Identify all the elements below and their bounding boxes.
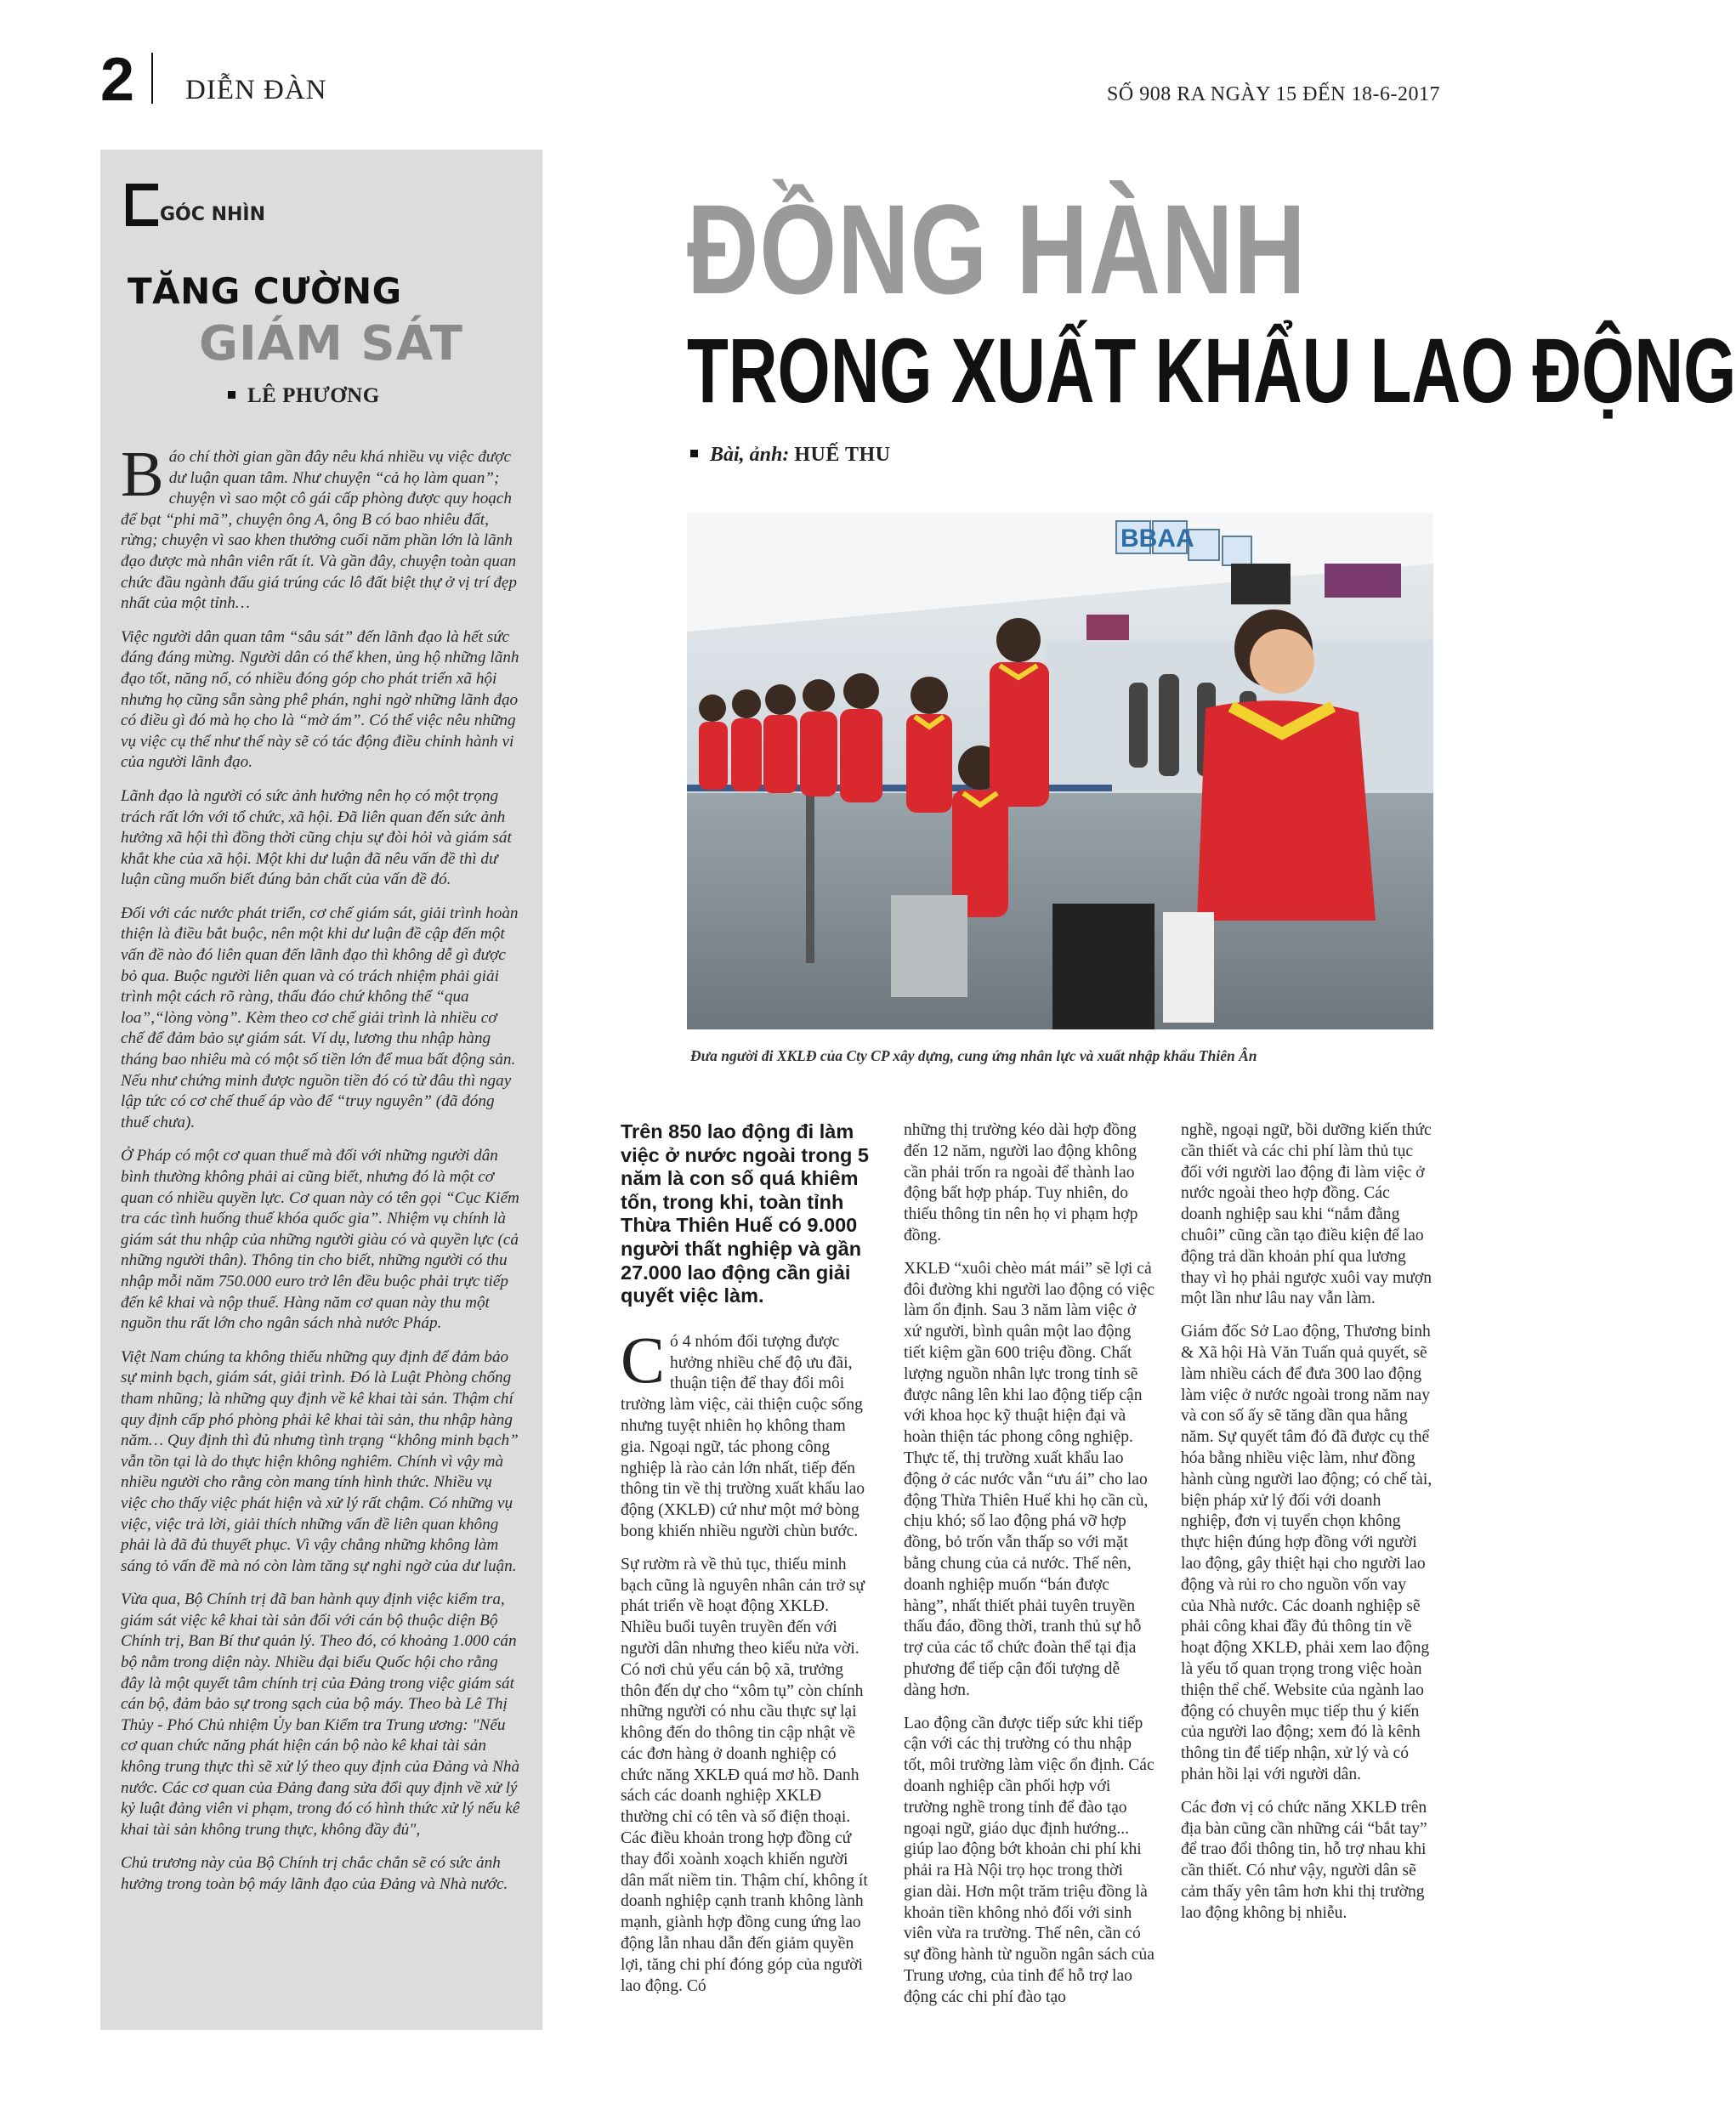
article-title-line2: TRONG XUẤT KHẨU LAO ĐỘNG <box>687 319 1736 422</box>
bracket-icon <box>126 184 158 226</box>
sidebar-label: GÓC NHÌN <box>160 204 265 225</box>
photo-caption: Đưa người đi XKLĐ của Cty CP xây dựng, cung ứng nhân lực và xuất nhập khẩu Thiên Ân <box>690 1047 1257 1064</box>
article-column-2 <box>904 1120 1155 2021</box>
sidebar-author <box>228 384 380 408</box>
article-byline: Bài, ảnh: HUẾ THU <box>690 444 890 467</box>
article-column-3 <box>1181 1120 1433 1936</box>
sidebar-paragraph: Việc người dân quan tâm “sâu sát” đến lãnh đạo là hết sức đáng đáng mừng. Người dân có thể khen, ủng hộ những lãnh đạo tốt, năng nổ, có nhiều đóng góp cho phát triển xã hội nhưng họ cũng sẵn sàng phê phán, nghi ngờ những lãnh đạo có điều gì đó mà họ cho là “mờ ám”. Có thể việc nêu những vụ việc cụ thể như thế này sẽ có tác động điều chỉnh hành vi của người lãnh đạo. <box>121 627 519 772</box>
article-paragraph: XKLĐ “xuôi chèo mát mái” sẽ lợi cả đôi đường khi người lao động có việc làm ổn định. Sau 3 năm làm việc ở xứ người, bình quân một lao động tiết kiệm gần 600 triệu đồng. Chất lượng nguồn nhân lực trong tỉnh sẽ được nâng lên khi lao động tiếp cận với khoa học kỹ thuật hiện đại và hoàn thiện tác phong công nghiệp. Thực tế, thị trường xuất khẩu lao động ở các nước vẫn “ưu ái” cho lao động Thừa Thiên Huế khi họ cần cù, chịu khó; số lao động phá vỡ hợp đồng, bỏ trốn vẫn thấp so với mặt bằng chung của cả nước. Thế nên, doanh nghiệp muốn “bán được hàng”, nhất thiết phải tuyên truyền thấu đáo, đồng thời, tranh thủ sự hỗ trợ của các tổ chức đoàn thể tại địa phương để tiếp cận đối tượng dễ dàng hơn. <box>904 1259 1155 1699</box>
article-dropcap: C <box>621 1322 666 1397</box>
sidebar-column <box>100 150 542 2030</box>
article-paragraph: Có 4 nhóm đối tượng được hưởng nhiều chế độ ưu đãi, thuận tiện để thay đổi môi trường làm việc, cải thiện cuộc sống nhưng tuyệt nhiên họ không tham gia. Ngoại ngữ, tác phong công nghiệp là rào cản lớn nhất, tiếp đến thông tin về thị trường xuất khẩu lao động (XKLĐ) cứ như một mớ bòng bong khiến nhiều người chùn bước. <box>621 1322 865 1540</box>
sidebar-body <box>121 439 520 1908</box>
page-number: 2 <box>100 46 135 114</box>
sidebar-dropcap: B <box>121 439 164 510</box>
airport-sign-letters: BBAA <box>1120 524 1194 553</box>
article-paragraph: Giám đốc Sở Lao động, Thương binh & Xã hội Hà Văn Tuấn quả quyết, sẽ làm nhiều cách để đưa 300 lao động làm việc ở nước ngoài trong năm nay và con số ấy sẽ tăng dần qua hằng năm. Sự quyết tâm đó đã được cụ thể hóa bằng nhiều việc làm, như đồng hành cùng người lao động; có chế tài, biện pháp xử lý đối với doanh nghiệp, đơn vị tuyển chọn không thực hiện đúng hợp đồng với người lao động, gây thiệt hại cho người lao động và rủi ro cho nguồn vốn vay của Nhà nước. Các doanh nghiệp sẽ phải công khai đầy đủ thông tin về hoạt động XKLĐ, phải xem lao động là yếu tố quan trọng trong việc hoàn thiện thể chế. Website của ngành lao động có chuyên mục tiếp thu ý kiến của người lao động; xem đó là kênh thông tin để tiếp nhận, xử lý và có phản hồi lại với người dân. <box>1181 1323 1432 1783</box>
section-name: DIỄN ĐÀN <box>185 75 327 105</box>
airport-photo-illustration <box>687 513 1433 1029</box>
sidebar-paragraph: Lãnh đạo là người có sức ảnh hưởng nên họ có một trọng trách rất lớn với tổ chức, xã hội. Đã liên quan đến sức ảnh hưởng xã hội thì đồng thời cũng chịu sự đòi hỏi và giám sát khắt khe của xã hội. Một khi dư luận đã nêu vấn đề thì dư luận cũng muốn biết đúng bản chất của vấn đề đó. <box>121 786 512 889</box>
sidebar-paragraph: Chủ trương này của Bộ Chính trị chắc chắn sẽ có sức ảnh hưởng trong toàn bộ máy lãnh đạo của Đảng và Nhà nước. <box>121 1854 508 1893</box>
sidebar-title-line1: TĂNG CƯỜNG <box>128 270 402 312</box>
sidebar-author-name: LÊ PHƯƠNG <box>247 384 380 407</box>
issue-info: SỐ 908 RA NGÀY 15 ĐẾN 18-6-2017 <box>1107 83 1440 105</box>
article-paragraph: những thị trường kéo dài hợp đồng đến 12 năm, người lao động không cần phải trốn ra ngoài để thành lao động bất hợp pháp. Tuy nhiên, do thiếu thông tin nên họ vi phạm hợp đồng. <box>904 1121 1138 1244</box>
sidebar-paragraph: Báo chí thời gian gần đây nêu khá nhiều vụ việc được dư luận quan tâm. Như chuyện “cả họ làm quan”; chuyện vì sao một cô gái cấp phòng được quy hoạch để bạt “phi mã”, chuyện ông A, ông B có bao nhiêu đất, rừng; chuyện vì sao khen thưởng cuối năm phần lớn là lãnh đạo được mà nhân viên rất ít. Và gần đây, chuyện toàn quan chức đầu ngành đấu giá trúng các lô đất biệt thự ở vị trí đẹp nhất của một tỉnh… <box>121 439 518 613</box>
sidebar-title-line2: GIÁM SÁT <box>199 316 463 371</box>
article-photo <box>687 513 1433 1029</box>
sidebar-paragraph: Đối với các nước phát triển, cơ chế giám sát, giải trình hoàn thiện là điều bắt buộc, nên một khi dư luận đề cập đến một vấn đề nào đó liên quan đến lãnh đạo thì không dễ gì được bỏ qua. Buộc người liên quan và có trách nhiệm phải giải trình một cách rõ ràng, thấu đáo chứ không thể “qua loa”,“lòng vòng”. Kèm theo cơ chế giải trình là nhiều cơ chế để đảm bảo sự giám sát. Ví dụ, lương thu nhập hàng tháng bao nhiêu mà có một số tiền lớn để mua bất động sản. Nếu như chứng minh được nguồn tiền đó có từ đâu thì ngay lập tức có cơ chế thuế áp vào để “truy nguyên” (đã đóng thuế chưa). <box>121 904 519 1131</box>
sidebar-paragraph: Ở Pháp có một cơ quan thuế mà đối với những người dân bình thường không phải ai cũng biết, nhưng đó là một cơ quan có nhiều quyền lực. Cơ quan này có tên gọi “Cục Kiểm tra các tình huống thuế khóa quốc gia”. Nhiệm vụ chính là giám sát thu nhập của những người giàu có và quyền lực (cả những người thân). Thông tin cho biết, những người có thu nhập mỗi năm 750.000 euro trở lên đều buộc phải trực tiếp đến kê khai và nộp thuế. Hàng năm cơ quan này thu một nguồn thu rất lớn cho ngân sách nhà nước Pháp. <box>121 1147 519 1333</box>
article-title-line1: ĐỒNG HÀNH <box>687 178 1307 320</box>
bullet-icon <box>690 450 698 457</box>
sidebar-paragraph: Vừa qua, Bộ Chính trị đã ban hành quy định việc kiểm tra, giám sát việc kê khai tài sản đối với cán bộ thuộc diện Bộ Chính trị, Ban Bí thư quản lý. Theo đó, có khoảng 1.000 cán bộ nằm trong diện này. Nhiều đại biểu Quốc hội cho rằng đây là một quyết tâm chính trị của Đảng trong việc giám sát cán bộ, đảm bảo sự trong sạch của bộ máy. Theo bà Lê Thị Thủy - Phó Chủ nhiệm Ủy ban Kiểm tra Trung ương: "Nếu cơ quan chức năng phát hiện cán bộ nào kê khai tài sản không trung thực thì sẽ xử lý theo quy định của Đảng và Nhà nước. Các cơ quan của Đảng đang sửa đổi quy định về xử lý kỷ luật đảng viên vi phạm, trong đó có hình thức xử lý nếu kê khai tài sản không trung thực, không đầy đủ", <box>121 1590 520 1839</box>
article-paragraph: nghề, ngoại ngữ, bồi dưỡng kiến thức cần thiết và các chi phí làm thủ tục đối với người lao động đi làm việc ở nước ngoài theo hợp đồng. Các doanh nghiệp sau khi “nắm đằng chuôi” cũng cần tạo điều kiện để lao động trả dần khoản phí qua lương thay vì họ phải ngược xuôi vay mượn một lần như lâu nay vẫn làm. <box>1181 1121 1432 1308</box>
article-lead: Trên 850 lao động đi làm việc ở nước ngoài trong 5 năm là con số quá khiêm tốn, trong khi, toàn tỉnh Thừa Thiên Huế có 9.000 người thất nghiệp và gần 27.000 lao động cần giải quyết việc làm. <box>621 1120 870 1307</box>
article-paragraph: Các đơn vị có chức năng XKLĐ trên địa bàn cũng cần những cái “bắt tay” để trao đổi thông tin, hỗ trợ nhau khi cần thiết. Có như vậy, người dân sẽ cảm thấy yên tâm hơn khi thị trường lao động không bị nhiễu. <box>1181 1798 1427 1922</box>
article-paragraph: Sự rườm rà về thủ tục, thiếu minh bạch cũng là nguyên nhân cản trở sự phát triển về hoạt động XKLĐ. Nhiều buổi tuyên truyền đến với người dân nhưng theo kiểu nửa vời. Có nơi chủ yếu cán bộ xã, trưởng thôn đến dự cho “xôm tụ” còn chính những người có nhu cầu thực sự lại không đến do thông tin cập nhật về các đơn hàng ở doanh nghiệp có chức năng XKLĐ quá mơ hồ. Danh sách các doanh nghiệp XKLĐ thường chỉ có tên và số điện thoại. Các điều khoản trong hợp đồng cứ thay đổi xoành xoạch khiến người dân mất niềm tin. Thậm chí, không ít doanh nghiệp cạnh tranh không lành mạnh, giành hợp đồng cung ứng lao động lẫn nhau dẫn đến giảm quyền lợi, tăng chi phí đóng góp của người lao động. Có <box>621 1555 868 1995</box>
article-column-1 <box>621 1120 869 2009</box>
header-divider <box>151 53 153 104</box>
bullet-icon <box>228 391 235 399</box>
article-paragraph: Lao động cần được tiếp sức khi tiếp cận với các thị trường có thu nhập tốt, môi trường làm việc ổn định. Các doanh nghiệp cần phối hợp với trường nghề trong tỉnh để đào tạo ngoại ngữ, giáo dục định hướng... giúp lao động bớt khoản chi phí khi phải ra Hà Nội trọ học trong thời gian dài. Hơn một trăm triệu đồng là khoản tiền không nhỏ đối với sinh viên vừa ra trường. Thế nên, cần có sự đồng hành từ nguồn ngân sách của Trung ương, của tỉnh để hỗ trợ lao động các chi phí đào tạo <box>904 1714 1154 2006</box>
sidebar-paragraph: Việt Nam chúng ta không thiếu những quy định để đảm bảo sự minh bạch, giám sát, giải trình. Đó là Luật Phòng chống tham nhũng; là những quy định về kê khai tài sản. Thậm chí quy định cấp phó phòng phải kê khai tài sản, thu nhập hàng năm… Quy định thì đủ nhưng tình trạng “không minh bạch” vẫn tồn tại là do thực hiện không nghiêm. Chính vì vậy mà nhiều người cho rằng còn mang tính hình thức. Nhiều vụ việc cho thấy việc phát hiện và xử lý rất chậm. Có những vụ việc, việc trả lời, giải thích những vấn đề liên quan không phải là đã đủ thuyết phục. Vì vậy chẳng những không làm sáng tỏ vấn đề mà nó còn làm tăng sự nghi ngờ của dư luận. <box>121 1347 519 1575</box>
